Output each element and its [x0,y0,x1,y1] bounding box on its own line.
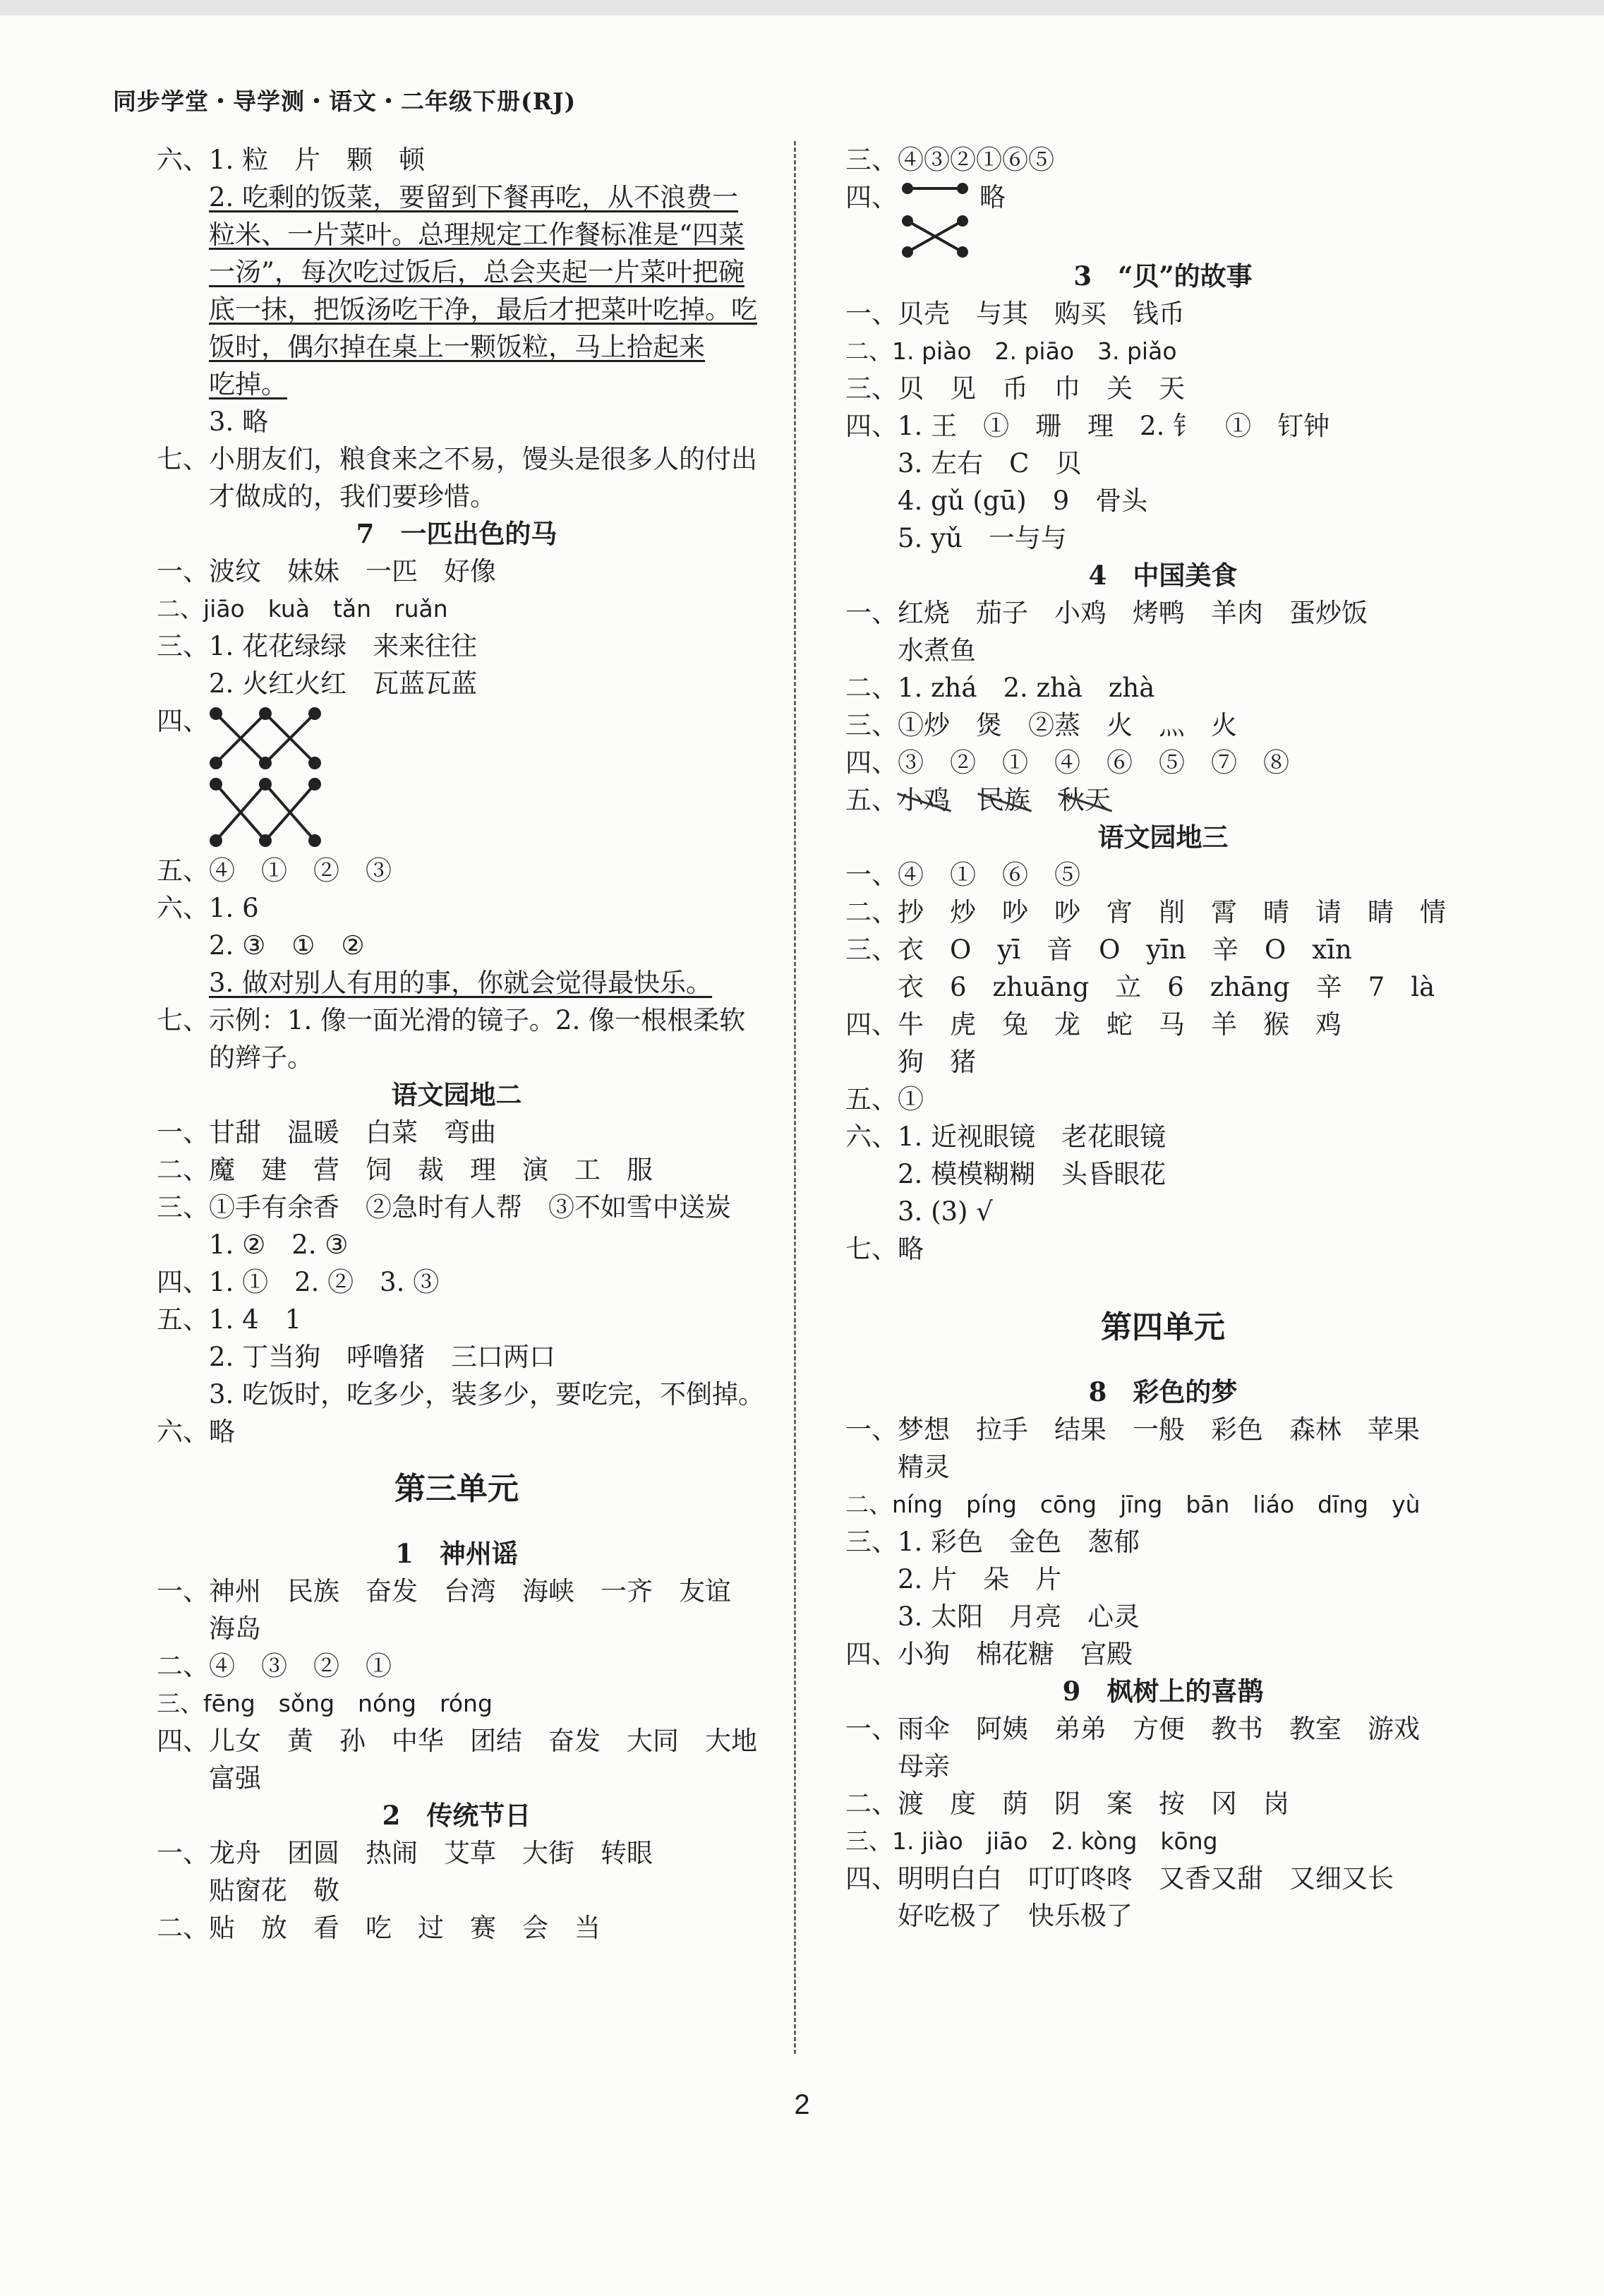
answer-line: 三、贝 见 币 巾 关 天 [845,373,1185,404]
answer-line: 二、渡 度 荫 阴 案 按 冈 岗 [845,1789,1289,1819]
answer-line: 略 [979,182,1006,212]
answer-line: 三、1. jiào jiāo 2. kòng kōng [845,1827,1218,1855]
answer-line: 三、①炒 煲 ②蒸 火 灬 火 [845,710,1237,740]
answer-line: 三、①手有余香 ②急时有人帮 ③不如雪中送炭 [157,1192,731,1222]
answer-line: 一汤”，每次吃过饭后，总会夹起一片菜叶把碗 [209,257,744,287]
answer-line: 母亲 [898,1751,950,1781]
answer-line: 四、 [845,182,898,212]
answer-line: 3. (3) √ [898,1196,993,1227]
answer-line: 2. 片 朵 片 [898,1564,1062,1594]
answer-line: 五、① [845,1084,924,1114]
answer-line: 四、 [157,706,209,736]
answer-line: 三、衣 O yī 音 O yīn 辛 O xīn [845,934,1352,965]
matching-diagram-block [157,702,756,852]
answer-line: 3. 左右 C 贝 [898,448,1082,479]
answer-label: 五、 [845,785,898,815]
answer-line: 2. 火红火红 瓦蓝瓦蓝 [209,668,478,699]
answer-line: 七、示例：1. 像一面光滑的镜子。2. 像一根根柔软 [157,1005,746,1035]
answer-line: 三、1. 花花绿绿 来来往往 [157,631,478,661]
answer-line: 一、雨伞 阿姨 弟弟 方便 教书 教室 游戏 [845,1714,1420,1744]
left-column [157,141,765,1947]
answer-line: 3. 吃饭时，吃多少，装多少，要吃完，不倒掉。 [209,1379,765,1410]
answer-line [845,781,1481,819]
crossed-word: 民族 [978,781,1030,819]
answer-line: 六、1. 粒 片 颗 顿 [157,145,426,175]
answer-line: 一、梦想 拉手 结果 一般 彩色 森林 苹果 [845,1414,1420,1445]
matching-diagram-block [845,179,1481,258]
answer-line: 4. gǔ (gū) 9 骨头 [898,486,1148,516]
matching-lines-diagram [209,707,322,848]
answer-line: 四、明明白白 叮叮咚咚 又香又甜 又细又长 [845,1863,1394,1894]
lesson-title: 1 神州谣 [395,1538,518,1569]
answer-line: 才做成的，我们要珍惜。 [209,481,496,512]
answer-line: 四、1. ① 2. ② 3. ③ [157,1267,440,1297]
answer-line: 二、魔 建 营 饲 裁 理 演 工 服 [157,1155,653,1185]
answer-line: 七、小朋友们，粮食来之不易，馒头是很多人的付出 [157,444,757,474]
answer-line: 贴窗花 敬 [209,1875,339,1906]
answer-line: 的辫子。 [209,1042,313,1073]
answer-line: 三、1. 彩色 金色 葱郁 [845,1527,1140,1557]
answer-line: 一、红烧 茄子 小鸡 烤鸭 羊肉 蛋炒饭 [845,598,1368,628]
answer-line: 一、波纹 妹妹 一匹 好像 [157,556,496,587]
section-title: 语文园地二 [391,1079,522,1110]
running-header: 同步学堂・导学测・语文・二年级下册(RJ) [113,88,577,115]
answer-line: 精灵 [898,1452,950,1482]
answer-line: 3. 太阳 月亮 心灵 [898,1601,1140,1632]
answer-line: 二、1. piào 2. piāo 3. piǎo [845,337,1177,365]
answer-line: 四、牛 虎 兔 龙 蛇 马 羊 猴 鸡 [845,1009,1341,1040]
scan-shadow-top [0,0,1604,16]
unit-heading: 第三单元 [394,1471,519,1507]
column-divider [794,141,796,2054]
lesson-title: 2 传统节日 [382,1800,531,1831]
answer-line: 二、④ ③ ② ① [157,1651,392,1681]
answer-line: 1. ② 2. ③ [209,1230,349,1260]
answer-line: 2. ③ ① ② [209,930,365,961]
answer-line: 六、略 [157,1417,235,1447]
answer-line: 二、贴 放 看 吃 过 赛 会 当 [157,1913,601,1943]
lesson-title: 8 彩色的梦 [1088,1376,1238,1407]
answer-line: 富强 [209,1763,261,1793]
answer-line: 一、龙舟 团圆 热闹 艾草 大街 转眼 [157,1838,653,1868]
answer-line: 三、④③②①⑥⑤ [845,145,1054,175]
answer-line: 粒米、一片菜叶。总理规定工作餐标准是“四菜 [209,220,744,250]
answer-line: 七、略 [845,1234,924,1264]
answer-line: 底一抹，把饭汤吃干净，最后才把菜叶吃掉。吃 [209,294,757,325]
answer-line: 二、jiāo kuà tǎn ruǎn [157,595,448,623]
answer-line: 六、1. 近视眼镜 老花眼镜 [845,1122,1166,1152]
answer-line: 三、fēng sǒng nóng róng [157,1690,493,1717]
answer-line: 衣 6 zhuāng 立 6 zhāng 辛 7 là [898,972,1435,1002]
answer-line: 二、1. zhá 2. zhà zhà [845,673,1155,703]
answer-line: 四、③ ② ① ④ ⑥ ⑤ ⑦ ⑧ [845,747,1289,778]
answer-line: 一、甘甜 温暖 白菜 弯曲 [157,1117,496,1148]
crossed-word: 小鸡 [898,781,950,819]
answer-line: 海岛 [209,1613,261,1644]
matching-lines-diagram [900,181,971,259]
answer-line: 四、1. 王 ① 珊 理 2. 钅 ① 钉钟 [845,411,1330,441]
crossed-word: 秋天 [1059,781,1111,819]
answer-line: 2. 丁当狗 呼噜猪 三口两口 [209,1342,556,1372]
answer-line: 一、神州 民族 奋发 台湾 海峡 一齐 友谊 [157,1576,731,1606]
answer-line: 一、贝壳 与其 购买 钱币 [845,299,1185,329]
section-title: 语文园地三 [1097,822,1229,853]
answer-line: 饭时，偶尔掉在桌上一颗饭粒，马上拾起来 [209,332,705,362]
answer-line: 二、抄 炒 吵 吵 宵 削 霄 晴 请 睛 情 [845,897,1446,927]
answer-line: 2. 模模糊糊 头昏眼花 [898,1159,1166,1189]
answer-line: 六、1. 6 [157,893,259,923]
answer-line: 一、④ ① ⑥ ⑤ [845,860,1080,890]
answer-line: 四、儿女 黄 孙 中华 团结 奋发 大同 大地 [157,1726,757,1756]
answer-line: 好吃极了 快乐极了 [898,1901,1133,1931]
answer-line: 吃掉。 [209,369,287,399]
answer-line: 二、níng píng cōng jīng bān liáo dīng yù [845,1491,1421,1518]
answer-line: 5. yǔ 一与与 [898,523,1067,553]
answer-line: 狗 猪 [898,1047,976,1077]
lesson-title: 7 一匹出色的马 [356,518,557,549]
answer-line: 五、1. 4 1 [157,1304,302,1335]
lesson-title: 3 “贝”的故事 [1073,260,1253,291]
answer-line: 3. 略 [209,407,269,437]
unit-heading: 第四单元 [1101,1309,1225,1345]
right-column [845,141,1481,1935]
answer-line: 四、小狗 棉花糖 宫殿 [845,1639,1133,1669]
answer-line: 水煮鱼 [898,635,976,666]
lesson-title: 9 枫树上的喜鹊 [1062,1676,1264,1707]
answer-line: 五、④ ① ② ③ [157,855,392,886]
page-number: 2 [794,2089,810,2120]
answer-line: 2. 吃剩的饭菜，要留到下餐再吃，从不浪费一 [209,182,739,212]
answer-line: 3. 做对别人有用的事，你就会觉得最快乐。 [209,968,713,998]
lesson-title: 4 中国美食 [1088,560,1238,591]
